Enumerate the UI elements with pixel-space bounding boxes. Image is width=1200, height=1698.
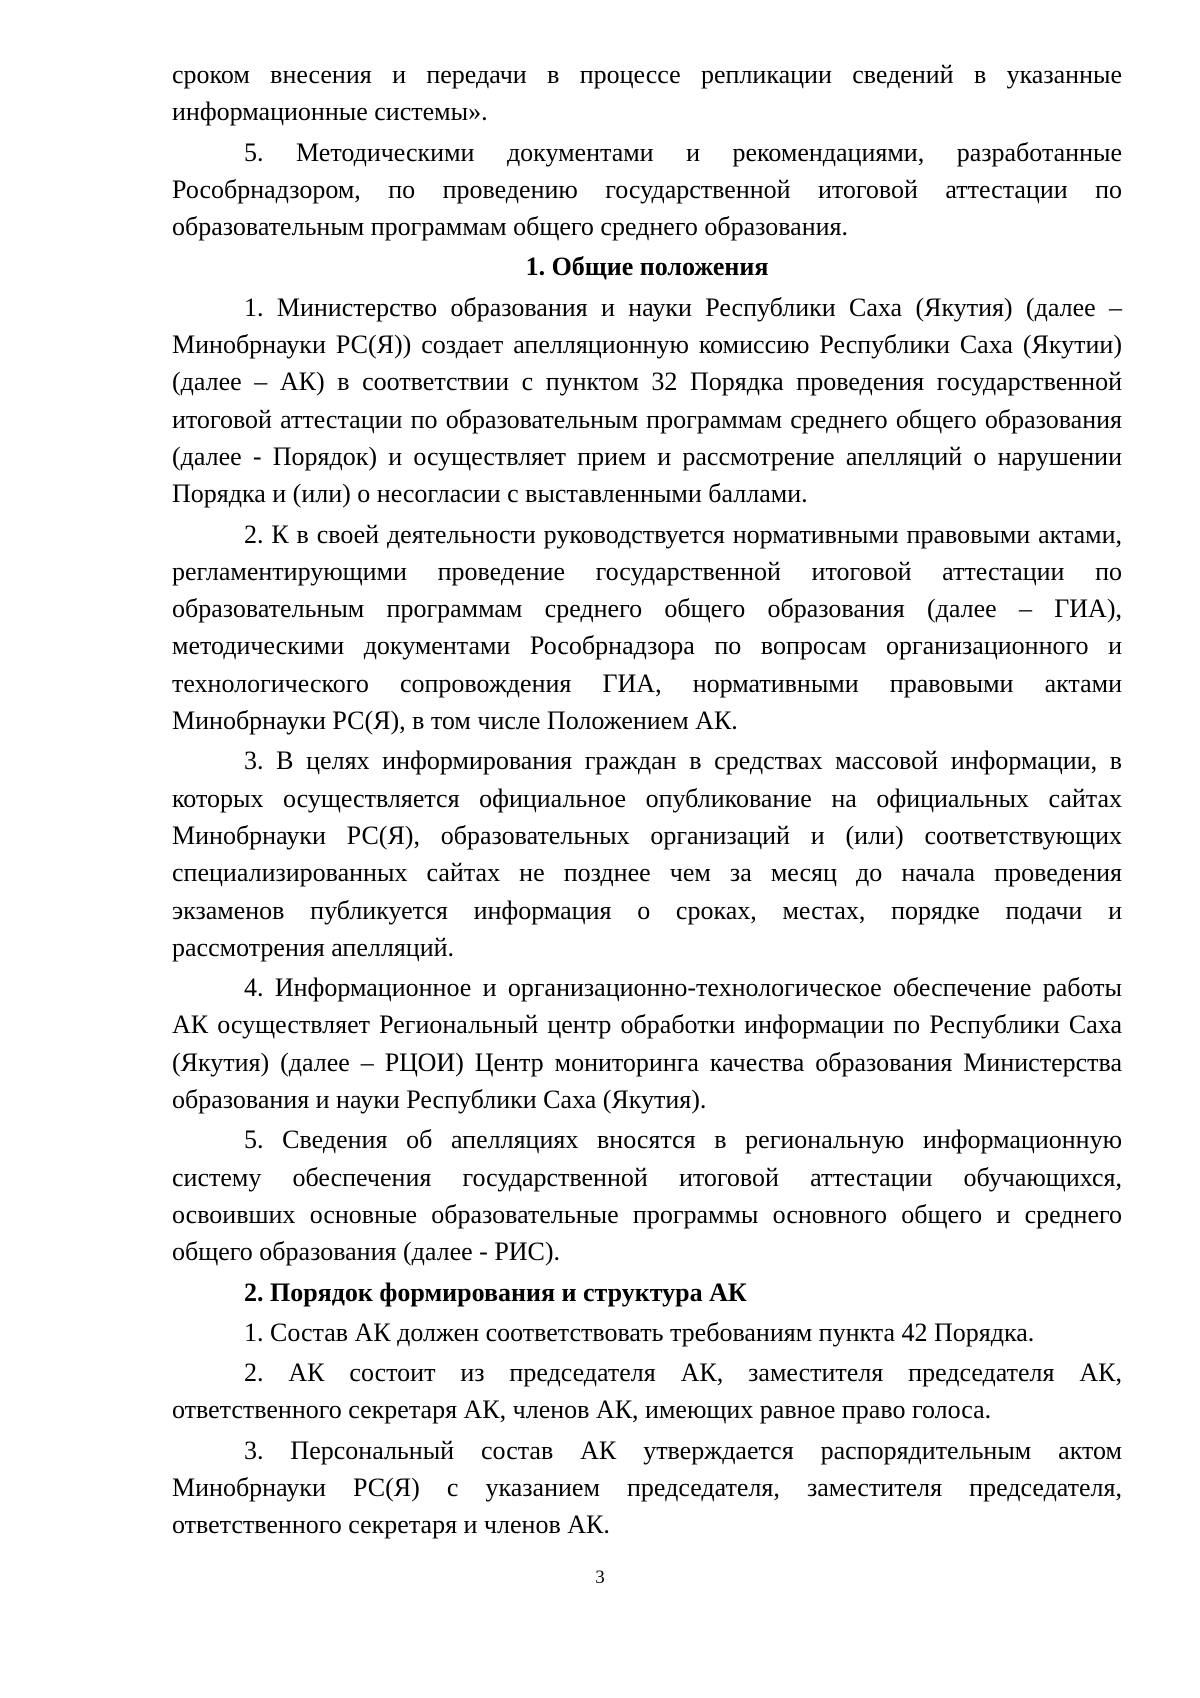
intro-paragraph-5: 5. Методическими документами и рекомендациями, разработанные Рособрнадзором, по проведению государственной итоговой аттестации по образовательным программам общего среднего образования. <box>172 137 1122 242</box>
section-1-paragraph-4: 4. Информационное и организационно-технологическое обеспечение работы АК осуществляет Региональный центр обработки информации по Республики Саха (Якутия) (далее – РЦОИ) Центр мониторинга качества образования Министерства образования и науки Республики Саха (Якутия). <box>172 973 1122 1115</box>
section-1-paragraph-2: 2. К в своей деятельности руководствуется нормативными правовыми актами, регламентирующими проведение государственной итоговой аттестации по образовательным программам среднего общего образования (далее – ГИА), методическими документами Рособрнадзора по вопросам организационного и технологического сопровождения ГИА, нормативными правовыми актами Минобрнауки РС(Я), в том числе Положением АК. <box>172 519 1122 736</box>
section-1-paragraph-3: 3. В целях информирования граждан в средствах массовой информации, в которых осуществляется официальное опубликование на официальных сайтах Минобрнауки РС(Я), образовательных организаций и (или) соответствующих специализированных сайтах не позднее чем за месяц до начала проведения экзаменов публикуется информация о сроках, местах, порядке подачи и рассмотрения апелляций. <box>172 746 1122 962</box>
section-2-heading: 2. Порядок формирования и структура АК <box>244 1277 747 1307</box>
intro-paragraph-continuation: сроком внесения и передачи в процессе репликации сведений в указанные информационные системы». <box>172 60 1122 127</box>
page-number: 3 <box>595 1567 605 1588</box>
document-body <box>172 56 1122 1547</box>
section-1-paragraph-1: 1. Министерство образования и науки Республики Саха (Якутия) (далее – Минобрнауки РС(Я)) создает апелляционную комиссию Республики Саха (Якутии) (далее – АК) в соответствии с пунктом 32 Порядка проведения государственной итоговой аттестации по образовательным программам среднего общего образования (далее - Порядок) и осуществляет прием и рассмотрение апелляций о нарушении Порядка и (или) о несогласии с выставленными баллами. <box>172 292 1122 509</box>
section-2-paragraph-1: 1. Состав АК должен соответствовать требованиям пункта 42 Порядка. <box>244 1317 1035 1347</box>
section-2-paragraph-3: 3. Персональный состав АК утверждается распорядительным актом Минобрнауки РС(Я) с указанием председателя, заместителя председателя, ответственного секретаря и членов АК. <box>172 1435 1122 1540</box>
section-1-paragraph-5: 5. Сведения об апелляциях вносятся в региональную информационную систему обеспечения государственной итоговой аттестации обучающихся, освоивших основные образовательные программы основного общего и среднего общего образования (далее - РИС). <box>172 1125 1122 1267</box>
section-2-paragraph-2: 2. АК состоит из председателя АК, заместителя председателя АК, ответственного секретаря АК, членов АК, имеющих равное право голоса. <box>172 1358 1122 1425</box>
section-1-heading: 1. Общие положения <box>525 252 769 282</box>
